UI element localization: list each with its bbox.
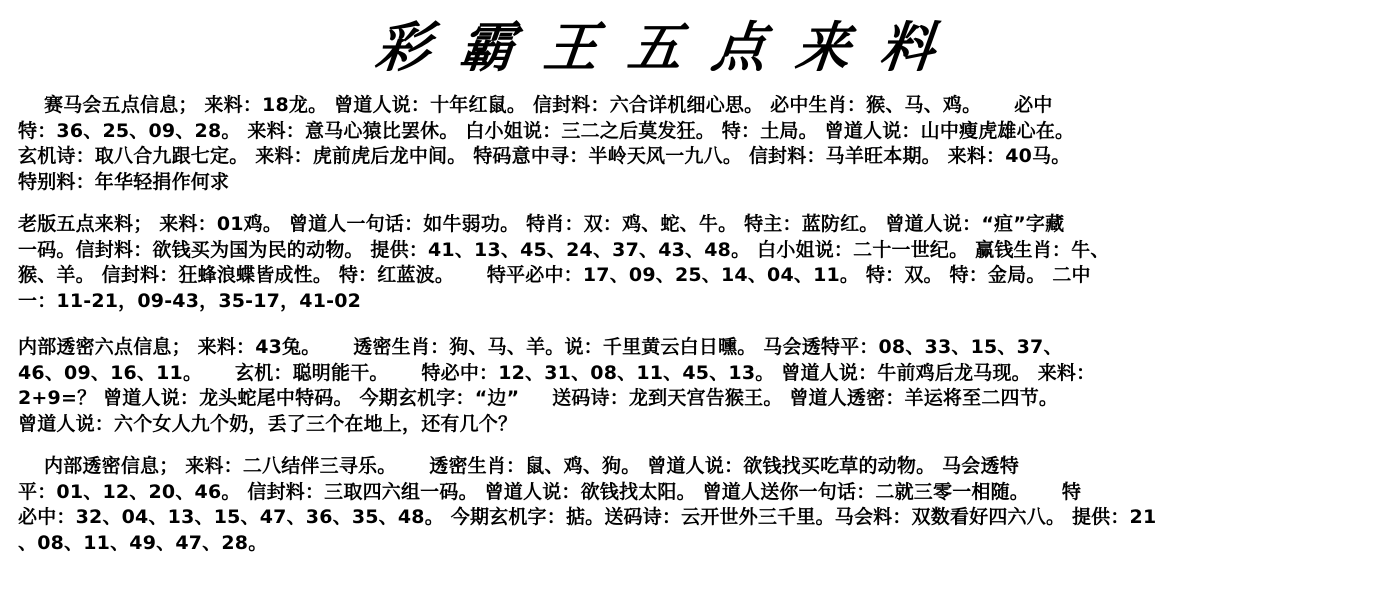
text-line: 一码。信封料：欲钱买为国为民的动物。 提供：41、13、45、24、37、43、48。 白小姐说：二十一世纪。 赢钱生肖：牛、 [18, 238, 1110, 261]
text-line: 、08、11、49、47、28。 [18, 531, 268, 554]
section-internal-six-point-info [18, 335, 1363, 437]
text-line: 平：01、12、20、46。 信封料：三取四六组一码。 曾道人说：欲钱找太阳。 曾道人送你一句话：二就三零一相随。 特 [18, 480, 1082, 503]
text-line: 特：36、25、09、28。 来料：意马心猿比罢休。 白小姐说：三二之后莫发狂。 特：土局。 曾道人说：山中瘦虎雄心在。 [18, 119, 1075, 142]
text-line: 玄机诗：取八合九跟七定。 来料：虎前虎后龙中间。 特码意中寻：半岭天风一九八。 信封料：马羊旺本期。 来料：40马。 [18, 145, 1071, 167]
text-line: 46、09、16、11。 玄机：聪明能干。 特必中：12、31、08、11、45、13。 曾道人说：牛前鸡后龙马现。 来料： [18, 361, 1096, 384]
page-title: 彩霸王五点来料 [372, 15, 968, 79]
text-line: 2+9=？ 曾道人说：龙头蛇尾中特码。 今期玄机字：“边” 送码诗：龙到天宫告猴王。 曾道人透密：羊运将至二四节。 [18, 387, 1059, 409]
text-line: 一：11-21，09-43，35-17，41-02 [18, 289, 362, 312]
text-line: 必中：32、04、13、15、47、36、35、48。 今期玄机字：掂。送码诗：云开世外三千里。马会料：双数看好四六八。 提供：21 [18, 506, 1157, 528]
text-line: 内部透密六点信息； 来料：43兔。 透密生肖：狗、马、羊。说：千里黄云白日曛。 马会透特平：08、33、15、37、 [18, 336, 1063, 358]
section-five-point-info [18, 93, 1363, 195]
section-internal-info [18, 454, 1363, 556]
text-line: 内部透密信息； 来料：二八结伴三寻乐。 透密生肖：鼠、鸡、狗。 曾道人说：欲钱找买吃草的动物。 马会透特 [18, 455, 1019, 477]
text-line: 曾道人说：六个女人九个奶，丢了三个在地上，还有几个？ [18, 412, 518, 435]
text-line: 赛马会五点信息； 来料：18龙。 曾道人说：十年红鼠。 信封料：六合详机细心思。 必中生肖：猴、马、鸡。 必中 [18, 94, 1053, 116]
text-line: 老版五点来料； 来料：01鸡。 曾道人一句话：如牛弱功。 特肖：双：鸡、蛇、牛。 特主：蓝防红。 曾道人说：“疸”字藏 [18, 213, 1065, 235]
text-line: 特别料：年华轻捐作何求 [18, 170, 230, 193]
text-line: 猴、羊。 信封料：狂蜂浪蝶皆成性。 特：红蓝波。 特平必中：17、09、25、14、04、11。 特：双。 特：金局。 二中 [18, 264, 1091, 286]
section-old-version-info [18, 212, 1363, 314]
